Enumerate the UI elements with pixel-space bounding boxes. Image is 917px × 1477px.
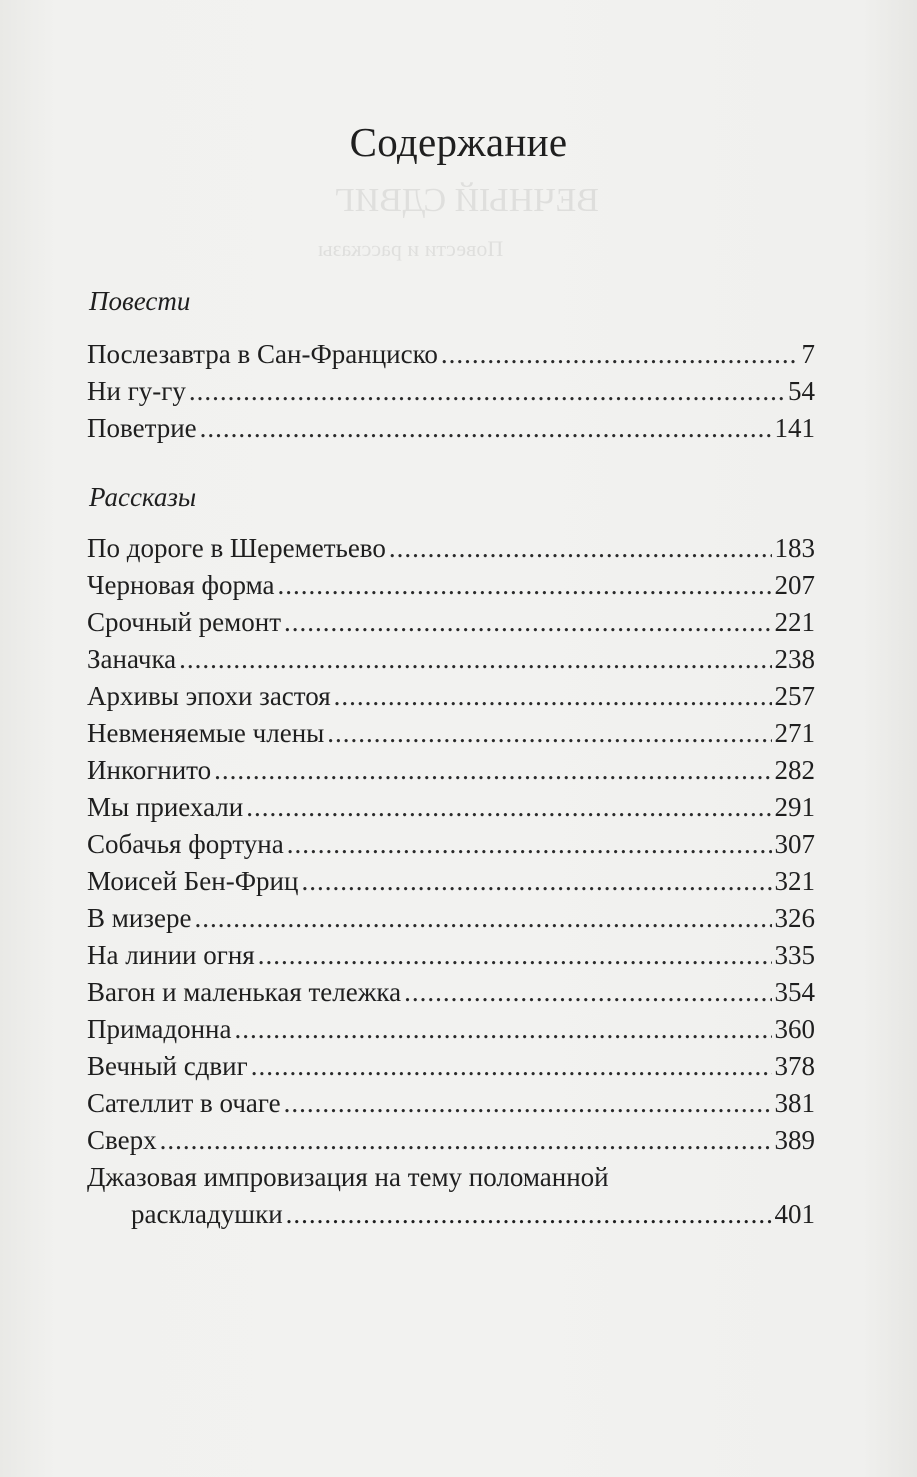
toc-entry[interactable] — [87, 1048, 815, 1085]
toc-entry[interactable] — [87, 1122, 815, 1159]
leader-dots — [234, 1011, 771, 1048]
toc-entry-page: 401 — [774, 1199, 815, 1229]
toc-entry-page: 54 — [788, 376, 815, 406]
section-heading-rasskazy: Рассказы — [89, 482, 197, 512]
toc-entry[interactable] — [87, 974, 815, 1011]
toc-entry-title: Архивы эпохи застоя — [87, 681, 331, 711]
toc-list-povesti — [87, 336, 815, 447]
toc-entry-page: 354 — [774, 977, 815, 1007]
toc-entry-title: По дороге в Шереметьево — [87, 533, 386, 563]
toc-entry[interactable] — [87, 1085, 815, 1122]
toc-entry[interactable] — [87, 530, 815, 567]
toc-entry-page: 381 — [774, 1088, 815, 1118]
toc-entry-title: Послезавтра в Сан-Франциско — [87, 339, 438, 369]
leader-dots — [441, 336, 799, 373]
toc-entry-page: 183 — [774, 533, 815, 563]
toc-entry-page: 335 — [774, 940, 815, 970]
toc-list-rasskazy — [87, 530, 815, 1233]
leader-dots — [284, 604, 772, 641]
toc-entry-page: 141 — [774, 413, 815, 443]
toc-entry[interactable] — [87, 863, 815, 900]
toc-entry[interactable] — [87, 641, 815, 678]
toc-entry[interactable] — [87, 1011, 815, 1048]
toc-entry-title: Поветрие — [87, 413, 197, 443]
toc-entry-title: Собачья фортуна — [87, 829, 284, 859]
toc-entry-multiline[interactable] — [87, 1159, 815, 1233]
toc-entry-page: 389 — [774, 1125, 815, 1155]
leader-dots — [389, 530, 772, 567]
toc-entry-page: 321 — [774, 866, 815, 896]
toc-entry[interactable] — [87, 678, 815, 715]
toc-entry-page: 282 — [774, 755, 815, 785]
toc-entry[interactable] — [87, 604, 815, 641]
toc-entry-page: 257 — [774, 681, 815, 711]
toc-entry-title: Вагон и маленькая тележка — [87, 977, 402, 1007]
leader-dots — [194, 900, 771, 937]
leader-dots — [278, 567, 772, 604]
leader-dots — [287, 826, 772, 863]
leader-dots — [189, 373, 785, 410]
toc-entry-title: Ни гу-гу — [87, 376, 186, 406]
toc-entry-page: 307 — [774, 829, 815, 859]
toc-entry-page: 238 — [774, 644, 815, 674]
toc-entry[interactable] — [87, 826, 815, 863]
toc-entry-title: Сверх — [87, 1125, 157, 1155]
show-through-text: ВЕЧНЫЙ СДВИГ — [335, 182, 599, 219]
leader-dots — [286, 1196, 772, 1233]
toc-entry-title: Инкогнито — [87, 755, 212, 785]
toc-entry-title-line1: Джазовая импровизация на тему поломанной — [87, 1162, 609, 1192]
toc-entry-title: Мы приехали — [87, 792, 244, 822]
toc-entry-title-line2: раскладушки — [131, 1199, 283, 1229]
toc-entry-title: Сателлит в очаге — [87, 1088, 281, 1118]
toc-entry[interactable] — [87, 567, 815, 604]
toc-entry-title: Вечный сдвиг — [87, 1051, 248, 1081]
toc-entry[interactable] — [87, 752, 815, 789]
leader-dots — [214, 752, 771, 789]
section-heading-povesti: Повести — [89, 286, 191, 316]
show-through-text: Повести и рассказы — [318, 236, 504, 261]
leader-dots — [334, 678, 772, 715]
leader-dots — [301, 863, 771, 900]
toc-entry[interactable] — [87, 715, 815, 752]
toc-entry[interactable] — [87, 937, 815, 974]
toc-entry-title: Моисей Бен-Фриц — [87, 866, 299, 896]
toc-entry-page: 360 — [774, 1014, 815, 1044]
toc-entry[interactable] — [87, 373, 815, 410]
toc-entry-page: 7 — [801, 339, 815, 369]
leader-dots — [284, 1085, 772, 1122]
leader-dots — [327, 715, 771, 752]
toc-entry-page: 378 — [774, 1051, 815, 1081]
toc-entry-title: Заначка — [87, 644, 177, 674]
leader-dots — [404, 974, 771, 1011]
toc-entry[interactable] — [87, 410, 815, 447]
toc-entry-page: 207 — [774, 570, 815, 600]
toc-entry-title: Примадонна — [87, 1014, 232, 1044]
toc-entry-page: 326 — [774, 903, 815, 933]
toc-entry[interactable] — [87, 336, 815, 373]
toc-entry-title: Черновая форма — [87, 570, 275, 600]
toc-entry-title: На линии огня — [87, 940, 255, 970]
toc-entry-page: 271 — [774, 718, 815, 748]
leader-dots — [160, 1122, 772, 1159]
toc-entry[interactable] — [87, 789, 815, 826]
leader-dots — [251, 1048, 772, 1085]
page-title: Содержание — [349, 119, 568, 165]
toc-entry-page: 221 — [774, 607, 815, 637]
toc-entry-page: 291 — [774, 792, 815, 822]
toc-entry-title: Невменяемые члены — [87, 718, 325, 748]
leader-dots — [258, 937, 772, 974]
leader-dots — [200, 410, 772, 447]
leader-dots — [246, 789, 771, 826]
toc-entry-title: Срочный ремонт — [87, 607, 281, 637]
toc-entry[interactable] — [87, 900, 815, 937]
toc-entry-title: В мизере — [87, 903, 192, 933]
leader-dots — [179, 641, 771, 678]
